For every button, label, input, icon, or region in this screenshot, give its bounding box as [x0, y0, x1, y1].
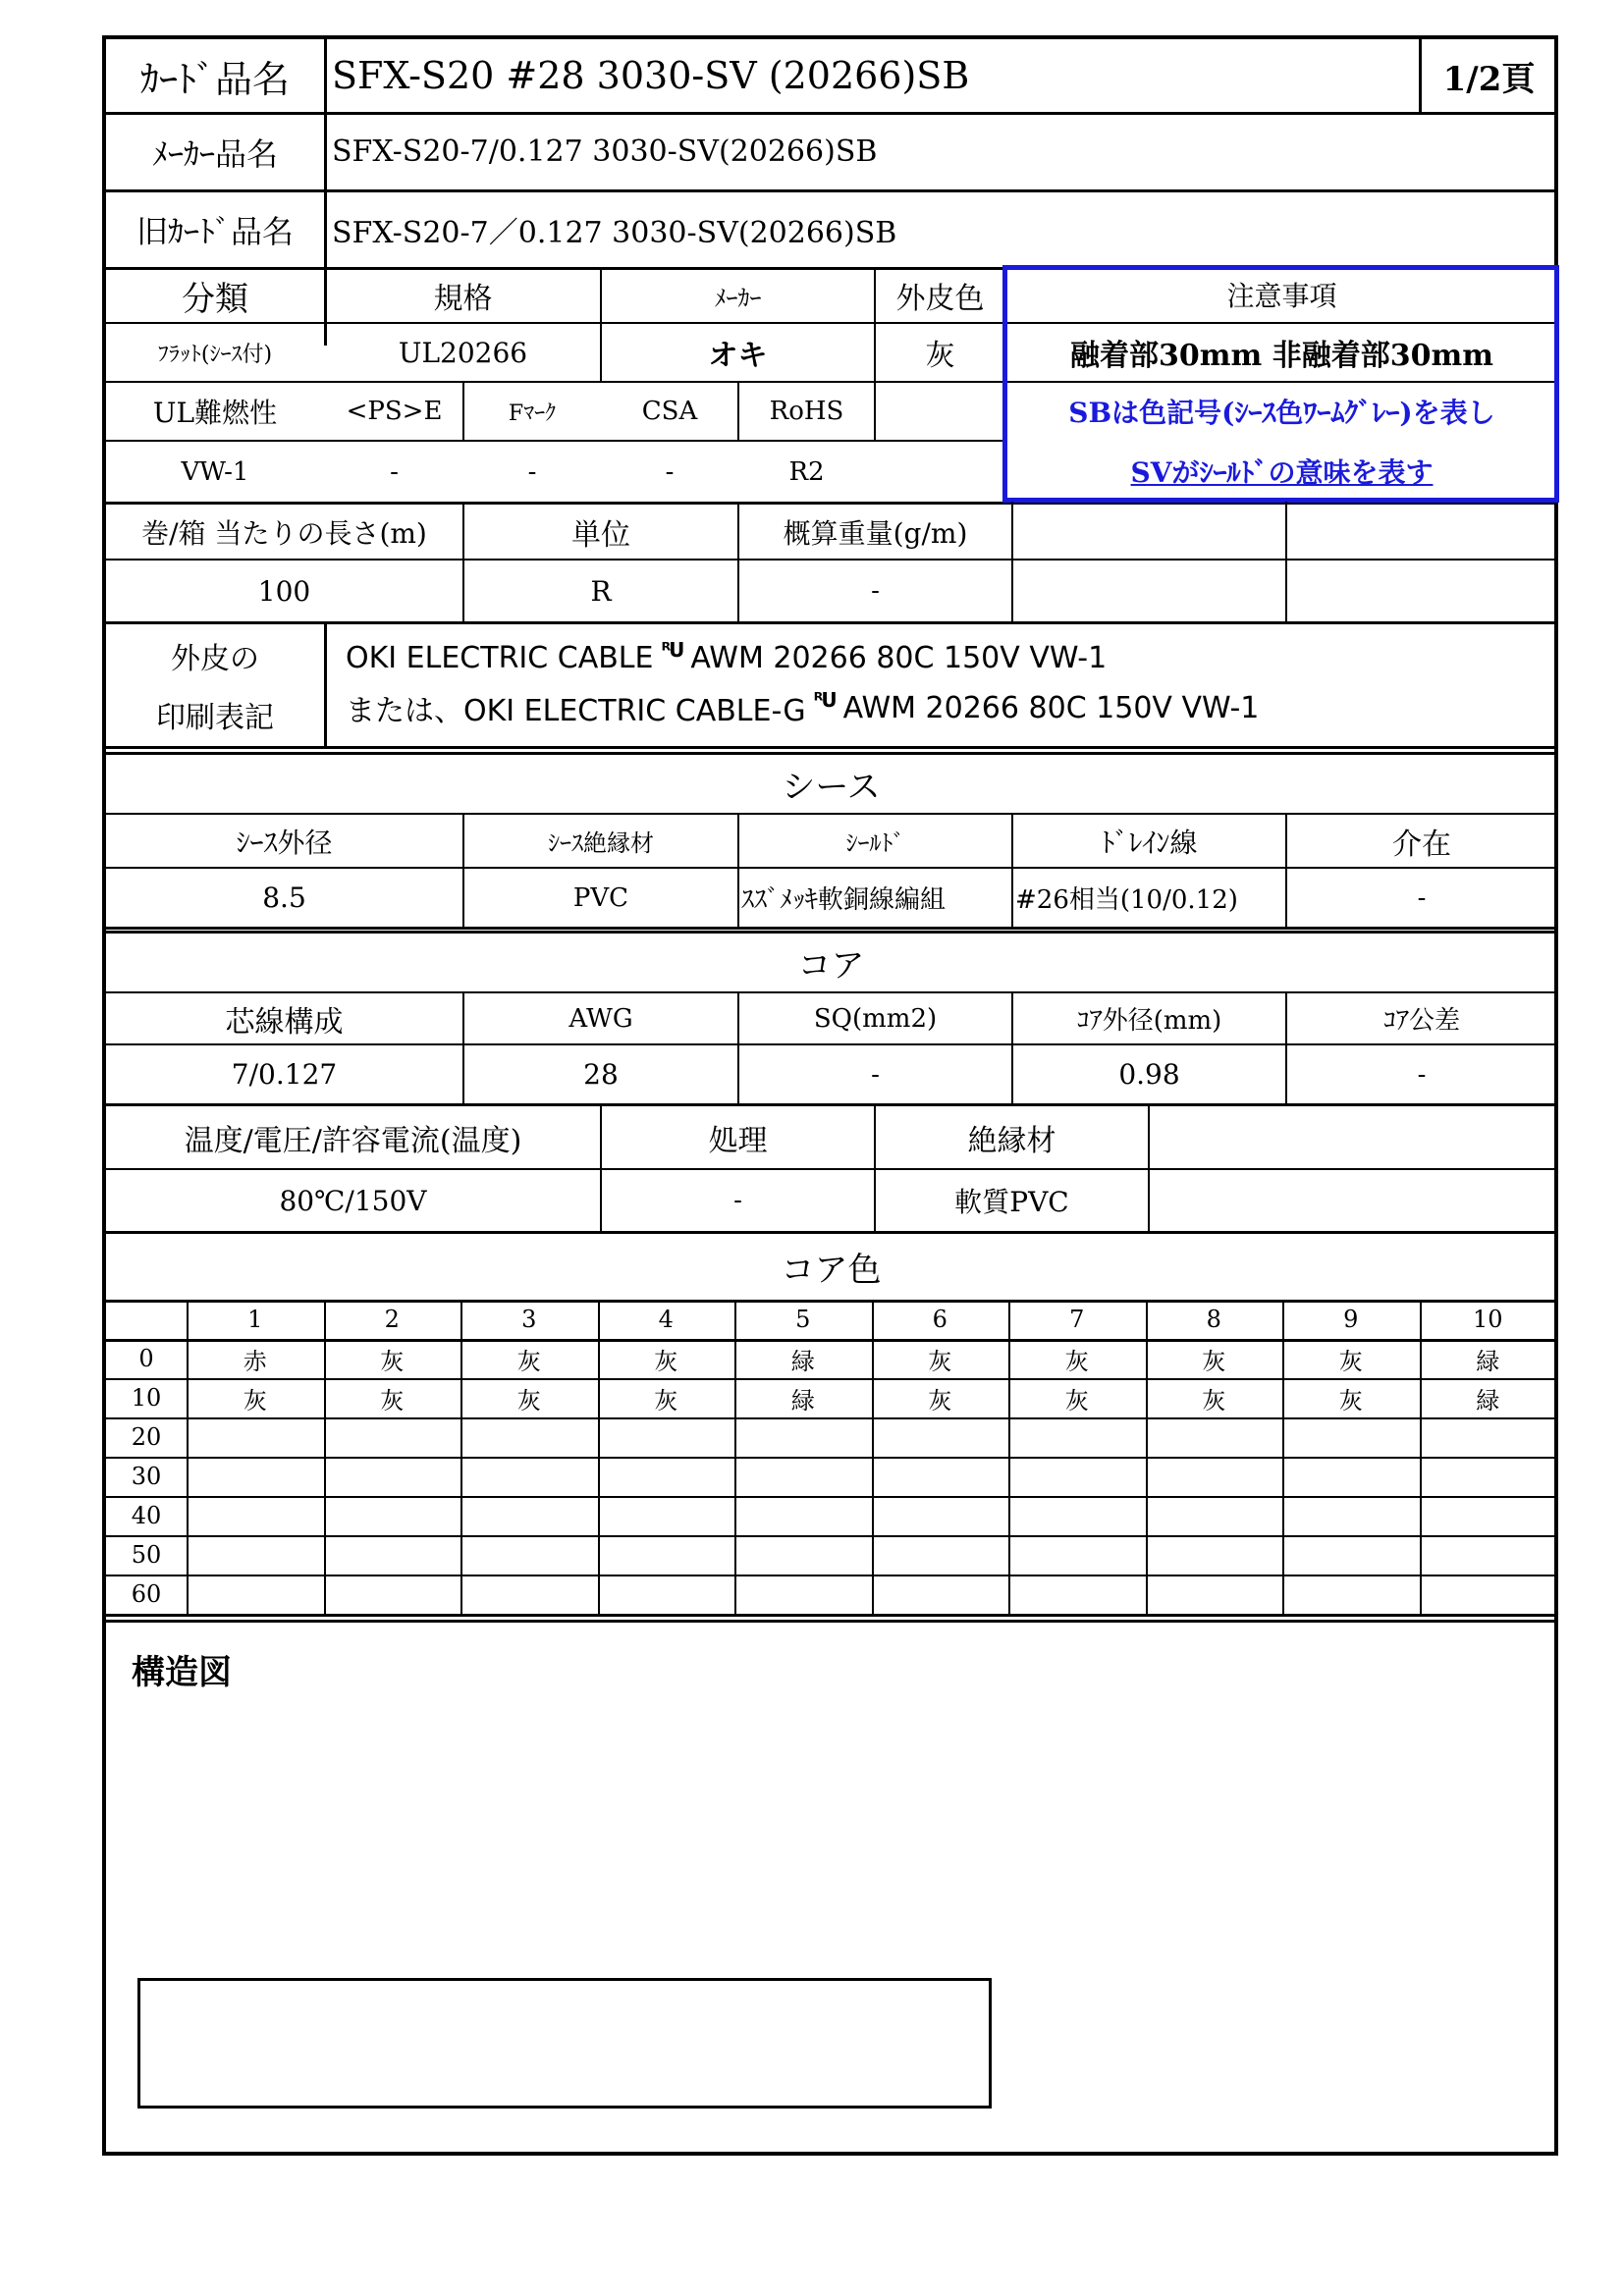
core-tolerance-header: ｺｱ公差 [1382, 1006, 1460, 1036]
core-color-cell [324, 1535, 461, 1575]
rating-header: 温度/電圧/許容電流(温度) [184, 1123, 522, 1158]
core-color-cell [1008, 1417, 1146, 1457]
core-color-cell [1008, 1496, 1146, 1535]
core-color-cell [1146, 1535, 1283, 1575]
core-color-cell [460, 1417, 598, 1457]
core-color-cell [598, 1457, 735, 1496]
core-color-cell: 緑 [1476, 1347, 1500, 1375]
ps-value: - [390, 456, 399, 487]
print-line-2 [340, 683, 1547, 732]
standard-value: UL20266 [398, 336, 528, 369]
core-color-row-label: 40 [131, 1502, 162, 1529]
divider [106, 1614, 1556, 1617]
core-color-col-header: 4 [658, 1306, 674, 1333]
core-color-cell [187, 1457, 324, 1496]
sheath-section-title: シース [782, 767, 881, 807]
core-color-cell [1420, 1496, 1557, 1535]
core-color-cell [1282, 1575, 1420, 1614]
core-color-cell [1282, 1417, 1420, 1457]
core-color-cell [1008, 1575, 1146, 1614]
divider [1011, 502, 1013, 621]
sheath-od-value: 8.5 [262, 881, 306, 914]
core-color-cell [1146, 1417, 1283, 1457]
print-line-2-text-a: または、OKI ELECTRIC CABLE-G [346, 694, 806, 728]
core-color-cell: 灰 [380, 1386, 405, 1415]
notes-title: 注意事項 [1226, 280, 1337, 312]
ul-flame-value: VW-1 [181, 456, 249, 487]
maker-value: オキ [708, 339, 768, 373]
core-color-cell [872, 1535, 1009, 1575]
card-name-label: ｶｰﾄﾞ品名 [139, 57, 290, 101]
rohs-header: RoHS [769, 397, 844, 426]
spec-sheet [102, 35, 1558, 2156]
core-color-cell [1146, 1457, 1283, 1496]
csa-value: - [665, 456, 675, 487]
old-card-name: SFX-S20-7／0.127 3030-SV(20266)SB [332, 215, 897, 250]
core-color-cell: 緑 [790, 1347, 815, 1375]
drain-header: ﾄﾞﾚｲﾝ線 [1101, 826, 1198, 859]
filler-header: 介在 [1392, 827, 1451, 862]
core-color-cell [1420, 1457, 1557, 1496]
notes-line-3: SVがｼｰﾙﾄﾞの意味を表す [1130, 456, 1434, 489]
core-color-cell [324, 1496, 461, 1535]
core-color-row-label: 30 [131, 1463, 162, 1490]
core-color-cell: 灰 [1202, 1386, 1226, 1415]
weight-header: 概算重量(g/m) [783, 516, 968, 550]
core-color-cell: 緑 [1476, 1386, 1500, 1415]
core-color-col-header: 8 [1206, 1306, 1221, 1333]
awg-header: AWG [568, 1003, 633, 1034]
fmark-value: - [527, 456, 537, 487]
core-color-row-label: 0 [138, 1345, 154, 1372]
card-name: SFX-S20 #28 3030-SV (20266)SB [332, 54, 970, 97]
core-color-cell [1420, 1417, 1557, 1457]
treatment-header: 処理 [708, 1123, 768, 1158]
core-color-cell [324, 1417, 461, 1457]
length-value: 100 [257, 574, 311, 608]
divider [324, 621, 327, 746]
core-color-cell [187, 1535, 324, 1575]
maker-header: ﾒｰｶｰ [714, 284, 762, 312]
sheath-insulation-header: ｼｰｽ絶縁材 [548, 829, 654, 857]
divider [1285, 502, 1287, 621]
structure-title: 構造図 [132, 1652, 232, 1692]
core-color-cell: 灰 [380, 1347, 405, 1375]
csa-header: CSA [641, 397, 698, 426]
ps-header: <PS>E [346, 397, 443, 426]
core-color-cell: 灰 [1338, 1347, 1363, 1375]
print-line-1 [340, 633, 1547, 682]
length-header: 巻/箱 当たりの長さ(m) [141, 516, 427, 550]
page-number: 1/2頁 [1442, 59, 1536, 99]
sheath-od-header: ｼｰｽ外径 [236, 826, 333, 859]
core-color-cell [734, 1457, 872, 1496]
core-color-cell: 灰 [1064, 1386, 1089, 1415]
rating-value: 80℃/150V [279, 1184, 427, 1217]
sq-value: - [871, 1059, 880, 1090]
rohs-value: R2 [788, 456, 825, 487]
core-config-value: 7/0.127 [231, 1058, 338, 1091]
core-color-cell [460, 1496, 598, 1535]
color-value: 灰 [925, 339, 955, 373]
core-color-cell [734, 1575, 872, 1614]
awg-value: 28 [583, 1058, 619, 1091]
core-color-cell: 赤 [243, 1347, 267, 1375]
core-color-cell: 灰 [654, 1386, 678, 1415]
core-tolerance-value: - [1417, 1059, 1427, 1090]
core-color-col-header: 6 [932, 1306, 947, 1333]
unit-value: R [590, 574, 612, 608]
core-color-cell [1420, 1535, 1557, 1575]
core-color-cell [598, 1496, 735, 1535]
core-color-cell: 灰 [1338, 1386, 1363, 1415]
core-color-cell [324, 1575, 461, 1614]
core-color-col-header: 10 [1472, 1306, 1503, 1333]
old-card-name-label: 旧ｶｰﾄﾞ品名 [135, 212, 294, 250]
sq-header: SQ(mm2) [813, 1003, 938, 1034]
ul-recognized-mark-icon: ᴿU [661, 638, 683, 662]
treatment-value: - [733, 1186, 742, 1215]
core-color-cell [734, 1535, 872, 1575]
notes-highlight-frame [1002, 265, 1559, 503]
print-label-2: 印刷表記 [156, 701, 274, 735]
core-color-cell [460, 1575, 598, 1614]
core-od-value: 0.98 [1118, 1058, 1180, 1091]
core-color-cell [734, 1496, 872, 1535]
core-color-col-header: 9 [1343, 1306, 1359, 1333]
core-color-cell [598, 1417, 735, 1457]
divider [106, 927, 1556, 930]
notes-line-1: 融着部30mm 非融着部30mm [1070, 339, 1493, 373]
core-color-cell [1146, 1575, 1283, 1614]
core-color-cell [1146, 1496, 1283, 1535]
core-section-title: コア [797, 945, 865, 986]
ul-flame-header: UL難燃性 [152, 397, 278, 429]
core-color-cell [872, 1575, 1009, 1614]
core-color-col-header: 1 [247, 1306, 263, 1333]
divider [1148, 1103, 1150, 1231]
core-color-cell: 灰 [1064, 1347, 1089, 1375]
core-color-row-label: 60 [131, 1580, 162, 1608]
core-color-cell [598, 1535, 735, 1575]
core-config-header: 芯線構成 [225, 1004, 344, 1040]
core-color-row-label: 10 [131, 1384, 162, 1412]
core-color-col-header: 5 [795, 1306, 811, 1333]
core-color-cell [187, 1417, 324, 1457]
core-color-cell [1008, 1457, 1146, 1496]
core-color-cell [1282, 1457, 1420, 1496]
print-line-1-text-b: AWM 20266 80C 150V VW-1 [690, 640, 1108, 675]
core-color-table [106, 1300, 1556, 1614]
core-color-col-header: 2 [384, 1306, 400, 1333]
core-color-cell: 灰 [243, 1386, 267, 1415]
divider [106, 1620, 1556, 1623]
unit-header: 単位 [571, 517, 630, 553]
print-line-1-text-a: OKI ELECTRIC CABLE [346, 640, 654, 675]
core-color-cell [187, 1496, 324, 1535]
shield-header: ｼｰﾙﾄﾞ [845, 829, 905, 857]
core-color-cell [598, 1575, 735, 1614]
insulation-header: 絶縁材 [967, 1123, 1056, 1158]
divider [106, 746, 1556, 749]
core-color-cell: 灰 [1202, 1347, 1226, 1375]
print-label-1: 外皮の [171, 642, 259, 676]
notes-line-2: SBは色記号(ｼｰｽ色ﾜｰﾑｸﾞﾚｰ)を表し [1068, 397, 1495, 429]
print-line-2-text-b: AWM 20266 80C 150V VW-1 [842, 690, 1260, 725]
core-color-cell [324, 1457, 461, 1496]
core-color-cell [734, 1417, 872, 1457]
weight-value: - [871, 576, 880, 606]
core-color-cell: 灰 [928, 1347, 952, 1375]
core-color-cell: 灰 [928, 1386, 952, 1415]
standard-header: 規格 [433, 282, 493, 316]
core-color-cell [460, 1457, 598, 1496]
core-color-cell [187, 1575, 324, 1614]
core-color-cell [872, 1496, 1009, 1535]
insulation-value: 軟質PVC [954, 1186, 1069, 1218]
fmark-header: Fﾏｰｸ [508, 400, 557, 426]
core-color-col-header: 3 [521, 1306, 537, 1333]
core-color-cell [872, 1457, 1009, 1496]
core-color-cell: 灰 [516, 1386, 541, 1415]
core-color-cell: 灰 [516, 1347, 541, 1375]
class-value: ﾌﾗｯﾄ(ｼｰｽ付) [157, 342, 273, 367]
core-color-cell [1282, 1535, 1420, 1575]
core-od-header: ｺｱ外径(mm) [1076, 1006, 1222, 1036]
core-color-cell [1282, 1496, 1420, 1535]
core-color-cell [1420, 1575, 1557, 1614]
core-color-col-header: 7 [1069, 1306, 1085, 1333]
filler-value: - [1417, 882, 1427, 913]
color-header: 外皮色 [895, 282, 985, 316]
core-color-cell [460, 1535, 598, 1575]
drain-value: #26相当(10/0.12) [1015, 885, 1238, 915]
shield-value: ｽｽﾞﾒｯｷ軟銅線編組 [741, 885, 947, 915]
class-header: 分類 [182, 279, 248, 319]
core-color-row-label: 20 [131, 1423, 162, 1451]
core-color-cell [1008, 1535, 1146, 1575]
maker-name: SFX-S20-7/0.127 3030-SV(20266)SB [332, 134, 878, 169]
structure-caption-box [137, 1978, 992, 2109]
core-color-row-label: 50 [131, 1541, 162, 1569]
ul-recognized-mark-icon: ᴿU [813, 688, 836, 712]
core-color-cell: 緑 [790, 1386, 815, 1415]
core-color-section-title: コア色 [781, 1250, 882, 1290]
sheath-insulation-value: PVC [572, 882, 629, 913]
core-color-cell: 灰 [654, 1347, 678, 1375]
core-color-cell [872, 1417, 1009, 1457]
maker-name-label: ﾒｰｶｰ品名 [151, 134, 278, 173]
